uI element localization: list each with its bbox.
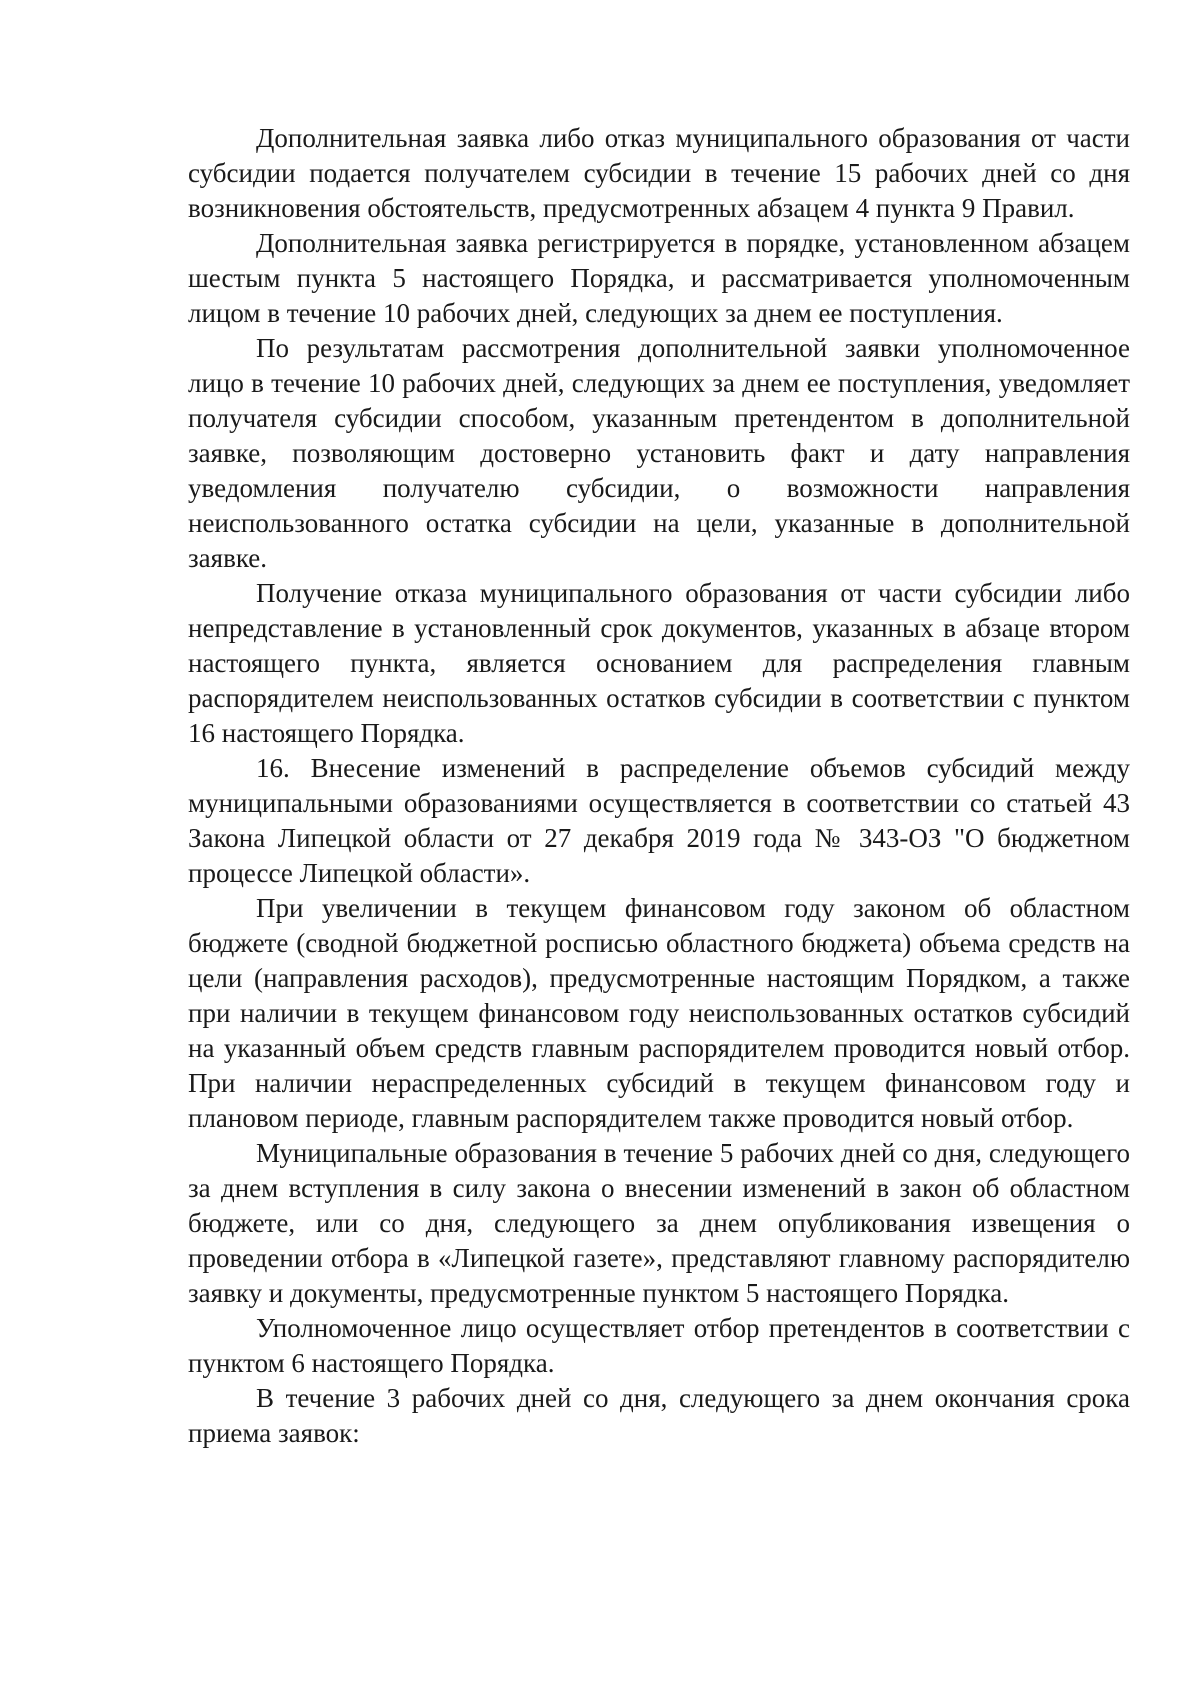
paragraph-registration: Дополнительная заявка регистрируется в порядке, установленном абзацем шестым пункта 5 настоящего Порядка, и рассматривается уполномоченным лицом в течение 10 рабочих дней, следующих за днем ее поступления. [188,228,1130,328]
document-body [188,121,1130,1451]
paragraph-deadline: В течение 3 рабочих дней со дня, следующего за днем окончания срока приема заявок: [188,1383,1130,1448]
paragraph-review-results: По результатам рассмотрения дополнительной заявки уполномоченное лицо в течение 10 рабочих дней, следующих за днем ее поступления, уведомляет получателя субсидии способом, указанным претендентом в дополнительной заявке, позволяющим достоверно установить факт и дату направления уведомления получателю субсидии, о возможности направления неиспользованного остатка субсидии на цели, указанные в дополнительной заявке. [188,333,1130,573]
paragraph-additional-application: Дополнительная заявка либо отказ муниципального образования от части субсидии подается получателем субсидии в течение 15 рабочих дней со дня возникновения обстоятельств, предусмотренных абзацем 4 пункта 9 Правил. [188,123,1130,223]
paragraph-budget-increase: При увеличении в текущем финансовом году законом об областном бюджете (сводной бюджетной росписью областного бюджета) объема средств на цели (направления расходов), предусмотренные настоящим Порядком, а также при наличии в текущем финансовом году неиспользованных остатков субсидий на указанный объем средств главным распорядителем проводится новый отбор. При наличии нераспределенных субсидий в текущем финансовом году и плановом периоде, главным распорядителем также проводится новый отбор. [188,893,1130,1133]
paragraph-selection: Уполномоченное лицо осуществляет отбор претендентов в соответствии с пунктом 6 настоящего Порядка. [188,1313,1130,1378]
paragraph-item-16: 16. Внесение изменений в распределение объемов субсидий между муниципальными образованиями осуществляется в соответствии со статьей 43 Закона Липецкой области от 27 декабря 2019 года № 343-ОЗ "О бюджетном процессе Липецкой области». [188,753,1130,888]
paragraph-refusal: Получение отказа муниципального образования от части субсидии либо непредставление в установленный срок документов, указанных в абзаце втором настоящего пункта, является основанием для распределения главным распорядителем неиспользованных остатков субсидии в соответствии с пунктом 16 настоящего Порядка. [188,578,1130,748]
paragraph-municipal-submission: Муниципальные образования в течение 5 рабочих дней со дня, следующего за днем вступления в силу закона о внесении изменений в закон об областном бюджете, или со дня, следующего за днем опубликования извещения о проведении отбора в «Липецкой газете», представляют главному распорядителю заявку и документы, предусмотренные пунктом 5 настоящего Порядка. [188,1138,1130,1308]
